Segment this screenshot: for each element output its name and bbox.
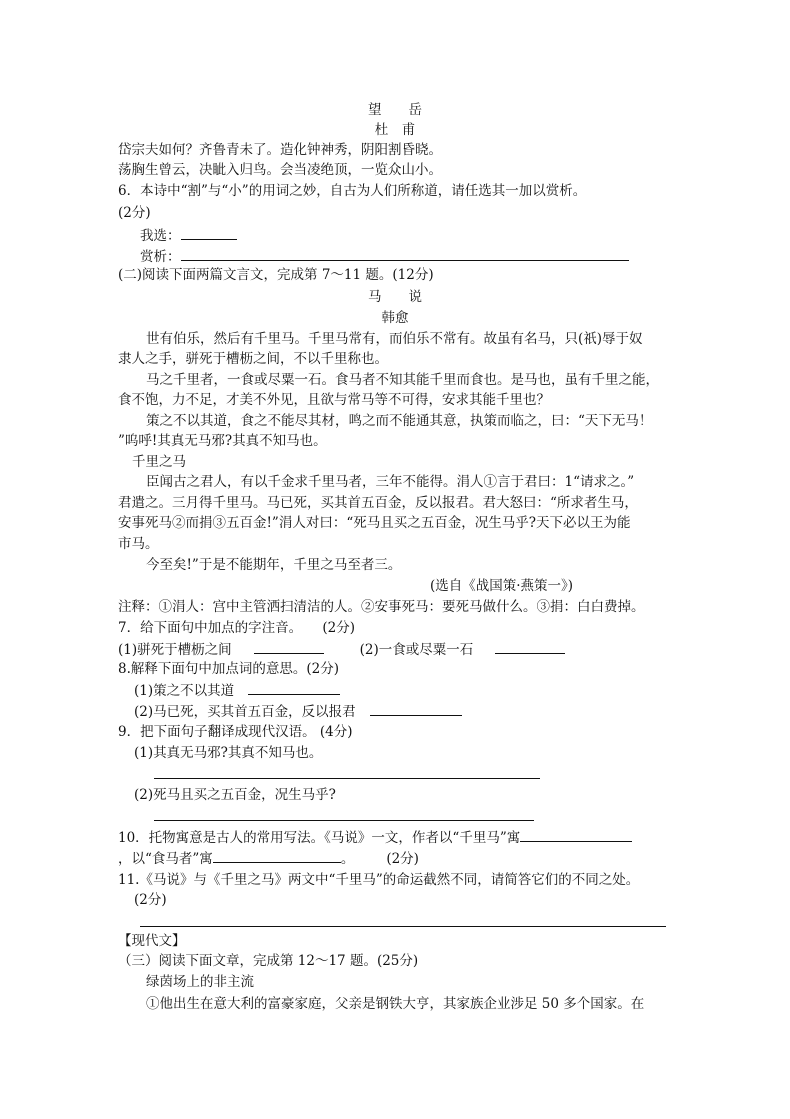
ma-p3-b: ”呜呼!其真无马邪?其真不知马也。 — [118, 433, 327, 449]
q6-appreciate — [140, 246, 629, 267]
q8-blank-2[interactable] — [370, 701, 462, 716]
poem-author: 杜 甫 — [374, 122, 416, 138]
ma-p2-b: 食不饱，力不足，才美不外见，且欲与常马等不可得，安求其能千里也？ — [118, 392, 550, 408]
q10-blank-1[interactable] — [520, 827, 632, 842]
ma-p3-a: 策之不以其道，食之不能尽其材，鸣之而不能通其意，执策而临之，曰：“天下无马！ — [146, 413, 653, 429]
q9-text: 9．把下面句子翻译成现代汉语。 (4分) — [118, 724, 353, 740]
section2-heading: (二)阅读下面两篇文言文，完成第 7～11 题。(12分) — [118, 267, 434, 283]
ma-p2-a: 马之千里者，一食或尽粟一石。食马者不知其能千里而食也。是马也，虽有千里之能， — [146, 372, 659, 388]
q10-text-3: 。 — [340, 851, 355, 867]
modern-label: 【现代文】 — [118, 933, 186, 949]
q9-answer-2 — [154, 806, 534, 827]
modern-p1: ①他出生在意大利的富豪家庭，父亲是钢铁大亨，其家族企业涉足 50 多个国家。在 — [146, 996, 645, 1012]
qianli-p1-a: 臣闻古之君人，有以千金求千里马者，三年不能得。涓人①言于君曰：1“请求之。” — [146, 474, 635, 490]
qianli-p1-d: 市马。 — [118, 536, 159, 552]
q8-text: 8.解释下面句中加点词的意思。(2分) — [118, 661, 340, 677]
poem-title: 望 岳 — [368, 102, 422, 118]
q6-appreciate-label: 赏析： — [140, 249, 181, 265]
q8-item-1: (1)策之不以其道 — [134, 683, 235, 699]
q6-appreciate-blank[interactable] — [181, 246, 629, 261]
qianli-p2: 今至矣!”于是不能期年，千里之马至者三。 — [146, 557, 402, 573]
q8-line-1 — [134, 680, 340, 701]
q11-blank[interactable] — [140, 912, 666, 927]
q7-blank-2[interactable] — [495, 639, 565, 654]
q10-blank-2[interactable] — [213, 848, 341, 863]
q9-blank-2[interactable] — [154, 806, 534, 821]
q9-blank-1[interactable] — [154, 764, 540, 779]
qianli-source: (选自《战国策·燕策一》) — [430, 578, 574, 594]
q6-choose — [140, 225, 237, 246]
q9-item-2: (2)死马且买之五百金，况生马乎? — [134, 787, 336, 803]
poem-line-1: 岱宗夫如何？齐鲁青未了。造化钟神秀，阴阳割昏晓。 — [118, 142, 442, 158]
q7-blank-1[interactable] — [254, 639, 324, 654]
q7-items — [118, 639, 565, 660]
q11-score: (2分) — [134, 892, 167, 908]
modern-heading: （三）阅读下面文章，完成第 12～17 题。(25分) — [118, 953, 419, 969]
ma-shuo-author: 韩愈 — [381, 310, 409, 326]
q6-score: (2分) — [118, 205, 151, 221]
qianli-title: 千里之马 — [132, 454, 186, 470]
q10-line-2 — [118, 848, 419, 869]
q7-item-2: (2)一食或尽粟一石 — [359, 642, 474, 658]
q6-choose-blank[interactable] — [181, 225, 237, 240]
modern-title: 绿茵场上的非主流 — [146, 974, 254, 990]
ma-shuo-title: 马 说 — [368, 289, 422, 305]
q7-item-1: (1)骈死于槽枥之间 — [118, 642, 232, 658]
q10-text-2: ，以“食马者”寓 — [118, 851, 213, 867]
qianli-p1-b: 君遣之。三月得千里马。马已死，买其首五百金，反以报君。君大怒曰：“所求者生马， — [118, 495, 638, 511]
q6-text: 6．本诗中“割”与“小”的用词之妙，自古为人们所称道，请任选其一加以赏析。 — [118, 183, 587, 199]
q8-line-2 — [134, 701, 462, 722]
q10-score: (2分) — [386, 851, 419, 867]
qianli-p1-c: 安事死马②而捐③五百金!”涓人对曰：“死马且买之五百金，况生马乎?天下必以王为能 — [118, 515, 631, 531]
q6-choose-label: 我选： — [140, 228, 181, 244]
q11-text: 11.《马说》与《千里之马》两文中“千里马”的命运截然不同，请简答它们的不同之处。 — [118, 872, 640, 888]
q10-text-1: 10．托物寓意是古人的常用写法。《马说》一文，作者以“千里马”寓 — [118, 830, 521, 846]
q8-blank-1[interactable] — [248, 680, 340, 695]
ma-p1-a: 世有伯乐，然后有千里马。千里马常有，而伯乐不常有。故虽有名马，只(祇)辱于奴 — [146, 331, 643, 347]
q8-item-2: (2)马已死，买其首五百金，反以报君 — [134, 704, 356, 720]
notes: 注释：①涓人：宫中主管洒扫清洁的人。②安事死马：要死马做什么。③捐：白白费掉。 — [118, 599, 645, 615]
ma-p1-b: 隶人之手，骈死于槽枥之间，不以千里称也。 — [118, 351, 388, 367]
q9-item-1: (1)其真无马邪?其真不知马也。 — [134, 745, 323, 761]
q9-answer-1 — [154, 764, 540, 785]
q7-text: 7．给下面句中加点的字注音。 (2分) — [118, 620, 355, 636]
q11-answer — [140, 912, 666, 933]
poem-line-2: 荡胸生曾云，决眦入归鸟。会当凌绝顶，一览众山小。 — [118, 162, 442, 178]
q10-line-1 — [118, 827, 632, 848]
